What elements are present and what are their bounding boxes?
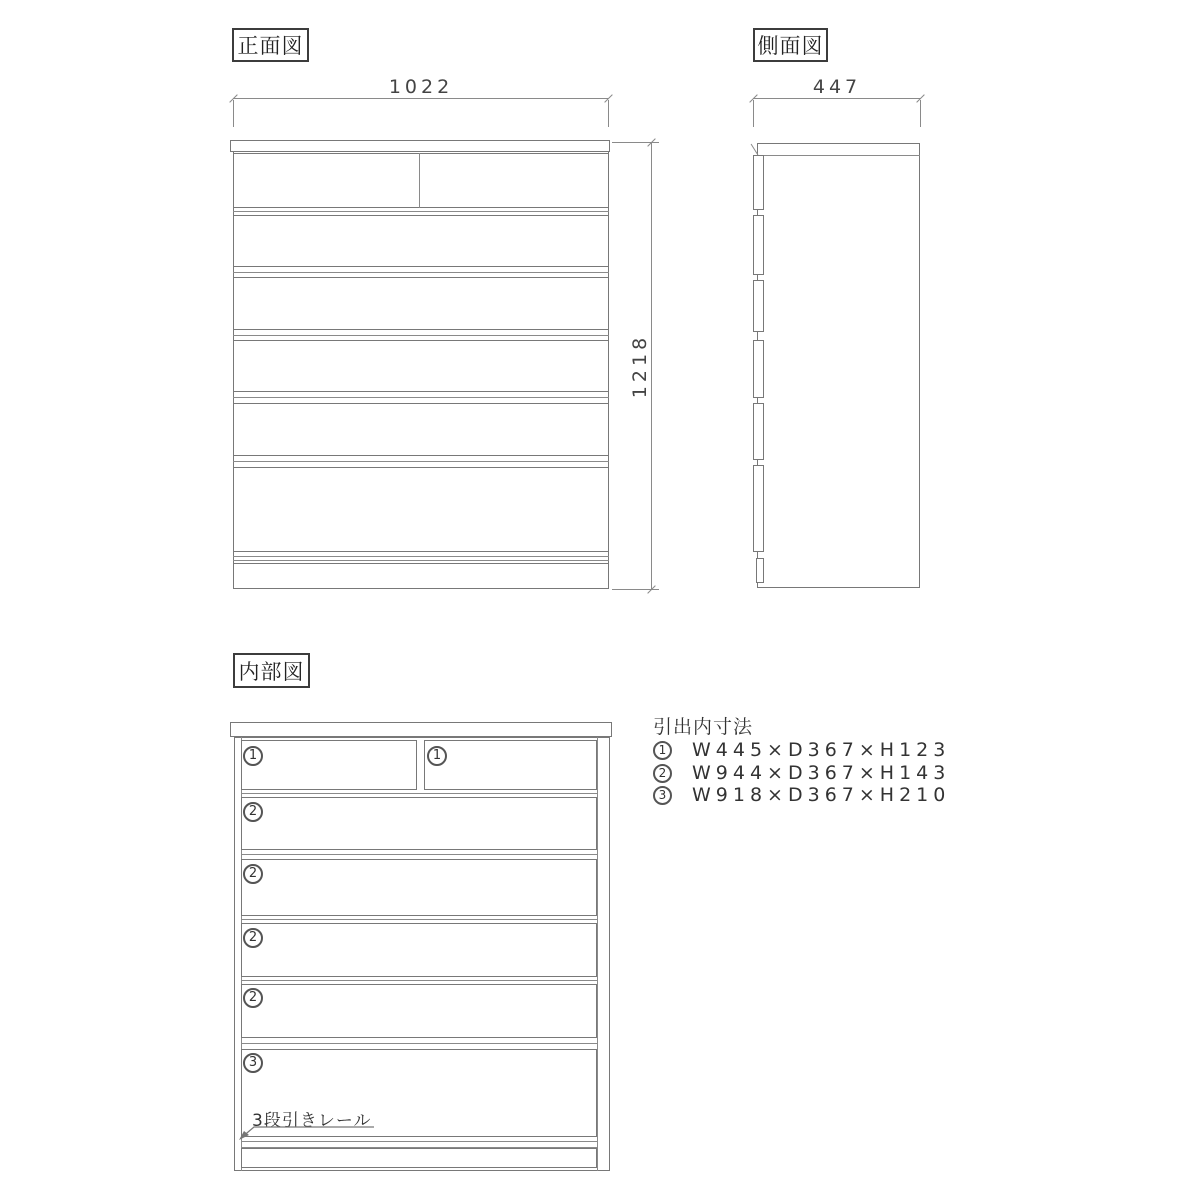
drawer-front-profile-3 [753,280,764,332]
extension-line [753,100,754,127]
drawer-row-5 [233,403,609,456]
drawer-row-1-right [424,740,597,790]
drawer-front-profile-4 [753,340,764,398]
rail-line [233,397,609,398]
drawer-row-2 [233,215,609,267]
drawer-front-profile-1 [753,155,764,210]
leader-arrow [234,1120,384,1144]
circled-number-1-icon: 1 [427,746,447,766]
circled-number-2-icon: 2 [243,928,263,948]
rail-line [241,854,597,855]
circled-number-2-icon: 2 [243,802,263,822]
rail-line [233,272,609,273]
drawer-row-3 [241,859,597,916]
drawer-row-1-left [241,740,417,790]
side-body-outline [757,143,920,588]
drawer-row-5 [241,984,597,1038]
circled-number-3-icon: 3 [243,1053,263,1073]
rail-line [233,335,609,336]
drawer-row-6 [233,467,609,552]
drawer-divider-line [419,153,420,208]
top-panel [230,722,612,737]
rail-line [233,461,609,462]
drawer-row-2 [241,797,597,850]
circled-number-2-icon: 2 [243,988,263,1008]
side-view-label [753,28,828,62]
drawer-row-4 [233,340,609,392]
internal-view-label-text: 内部図 [238,659,305,684]
extension-line [608,100,609,127]
side-depth-dimension: 447 [812,76,862,98]
side-depth-dimension-line [753,98,921,99]
side-view-label-text: 側面図 [757,34,824,58]
spec-item-dims: W918×D367×H210 [692,784,951,806]
extension-line [233,100,234,127]
rail-line [241,793,597,794]
rail-line [233,211,609,212]
front-view-label [232,28,309,62]
front-width-dimension: 1022 [388,76,454,98]
drawer-front-profile-2 [753,215,764,275]
right-side-panel-line [597,737,598,1171]
circled-number-2-icon: 2 [653,764,672,783]
top-panel-underside-line [757,155,920,156]
rail-note: 3段引きレール [252,1111,372,1131]
spec-item-dims: W445×D367×H123 [692,739,951,761]
drawer-row-4 [241,923,597,977]
front-view-label-text: 正面図 [237,34,304,58]
drawer-row-1 [233,153,609,208]
extension-line [920,100,921,127]
internal-view-label [233,653,310,688]
front-height-dimension-line [651,142,652,589]
rail-line [233,560,609,561]
rail-line [241,980,597,981]
drawer-row-3 [233,277,609,330]
rail-line [233,556,609,557]
base-plinth [241,1148,597,1168]
front-height-dimension: 1218 [629,333,651,399]
drawer-front-profile-5 [753,403,764,460]
circled-number-3-icon: 3 [653,786,672,805]
base-plinth [233,563,609,589]
plinth-profile [756,558,764,583]
spec-item-dims: W944×D367×H143 [692,762,951,784]
circled-number-2-icon: 2 [243,864,263,884]
circled-number-1-icon: 1 [653,741,672,760]
drawer-front-profile-6 [753,465,764,552]
rail-line [241,1043,597,1044]
front-width-dimension-line [233,98,608,99]
rail-line [241,919,597,920]
circled-number-1-icon: 1 [243,746,263,766]
spec-title: 引出内寸法 [653,716,754,738]
